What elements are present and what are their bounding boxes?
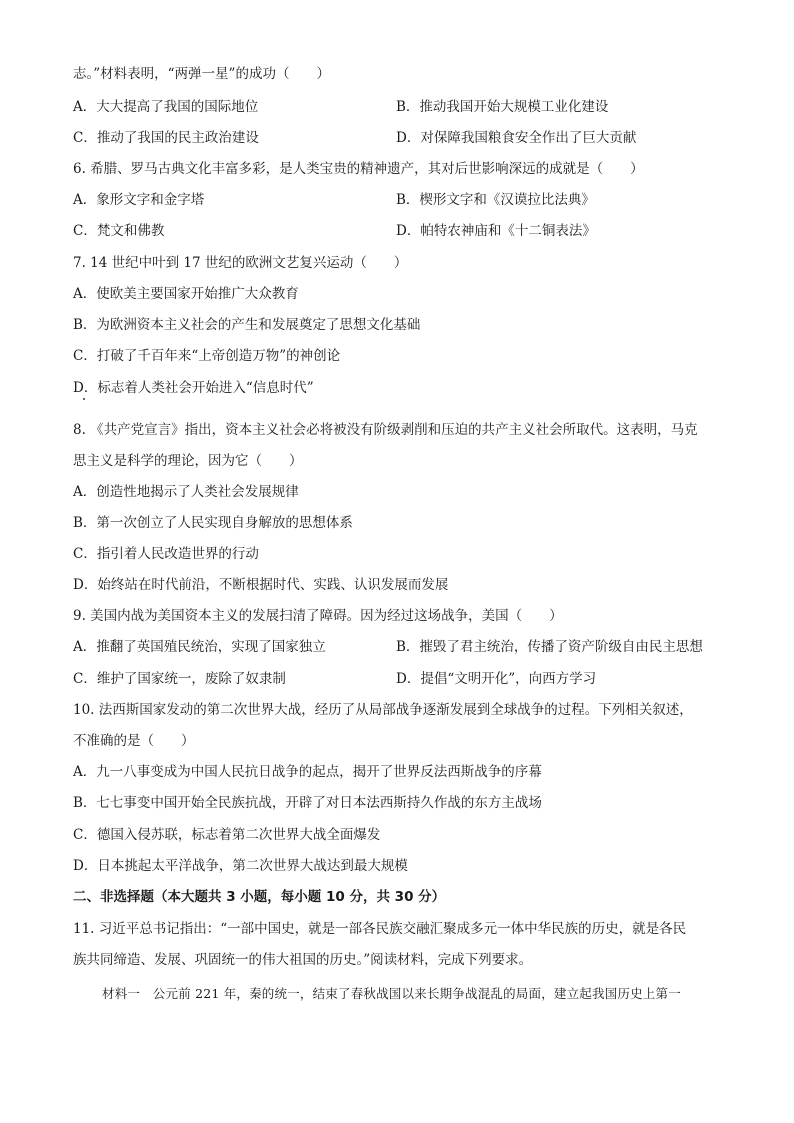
q6-option-d: D．帕特农神庙和《十二铜表法》 xyxy=(396,223,596,239)
q5-option-d: D．对保障我国粮食安全作出了巨大贡献 xyxy=(396,130,637,146)
q8-option-d: D．始终站在时代前沿，不断根据时代、实践、认识发展而发展 xyxy=(73,577,449,593)
q10-stem-line1: 10. 法西斯国家发动的第二次世界大战，经历了从局部战争逐渐发展到全球战争的过程。下列相关叙述， xyxy=(73,702,693,718)
q6-option-a: A．象形文字和金字塔 xyxy=(73,192,205,208)
q7-option-b: B．为欧洲资本主义社会的产生和发展奠定了思想文化基础 xyxy=(73,317,421,333)
q10-option-b: B．七七事变中国开始全民族抗战，开辟了对日本法西斯持久作战的东方主战场 xyxy=(73,795,542,811)
q8-option-c: C．指引着人民改造世界的行动 xyxy=(73,546,259,562)
q10-stem-line2: 不准确的是（ ） xyxy=(73,733,195,749)
q9-stem: 9. 美国内战为美国资本主义的发展扫清了障碍。因为经过这场战争，美国（ ） xyxy=(73,608,563,624)
q10-option-a: A．九一八事变成为中国人民抗日战争的起点，揭开了世界反法西斯战争的序幕 xyxy=(73,764,542,780)
q8-option-b: B．第一次创立了人民实现自身解放的思想体系 xyxy=(73,515,353,531)
q9-option-b: B．摧毁了君主统治，传播了资产阶级自由民主思想 xyxy=(396,639,703,655)
q10-option-c: C．德国入侵苏联，标志着第二次世界大战全面爆发 xyxy=(73,827,381,843)
q6-option-c: C．梵文和佛教 xyxy=(73,223,165,239)
q6-option-b: B．楔形文字和《汉谟拉比法典》 xyxy=(396,192,595,208)
q9-option-d: D．提倡“文明开化”，向西方学习 xyxy=(396,671,597,687)
q8-stem-line2: 思主义是科学的理论，因为它（ ） xyxy=(73,453,303,469)
q5-stem-tail: 志。”材料表明，“两弹一星”的成功（ ） xyxy=(73,66,330,82)
q5-option-b: B．推动我国开始大规模工业化建设 xyxy=(396,99,609,115)
section-heading: 二、非选择题（本大题共 3 小题，每小题 10 分，共 30 分） xyxy=(73,889,446,905)
q7-option-c: C．打破了千百年来“上帝创造万物”的神创论 xyxy=(73,348,341,364)
q9-option-a: A．推翻了英国殖民统治，实现了国家独立 xyxy=(73,639,326,655)
q7-option-d: D．标志着人类社会开始进入“信息时代” xyxy=(73,380,314,396)
q7-option-a: A．使欧美主要国家开始推广大众教育 xyxy=(73,286,299,302)
q7-stem: 7. 14 世纪中叶到 17 世纪的欧洲文艺复兴运动（ ） xyxy=(73,255,408,271)
q11-stem-line1: 11. 习近平总书记指出：“一部中国史，就是一部各民族交融汇聚成多元一体中华民族的历史，就是各民 xyxy=(73,921,687,937)
q5-option-c: C．推动了我国的民主政治建设 xyxy=(73,130,259,146)
q6-stem: 6. 希腊、罗马古典文化丰富多彩，是人类宝贵的精神遗产，其对后世影响深远的成就是（ ） xyxy=(73,161,644,177)
stray-dot xyxy=(83,398,85,400)
q8-stem-line1: 8. 《共产党宣言》指出，资本主义社会必将被没有阶级剥削和压迫的共产主义社会所取代。这表明，马克 xyxy=(73,422,698,438)
q5-option-a: A．大大提高了我国的国际地位 xyxy=(73,99,259,115)
q11-stem-line2: 族共同缔造、发展、巩固统一的伟大祖国的历史。”阅读材料，完成下列要求。 xyxy=(73,952,533,968)
q10-option-d: D．日本挑起太平洋战争，第二次世界大战达到最大规模 xyxy=(73,858,408,874)
q9-option-c: C．维护了国家统一，废除了奴隶制 xyxy=(73,671,286,687)
q8-option-a: A．创造性地揭示了人类社会发展规律 xyxy=(73,484,299,500)
q11-material-1: 材料一 公元前 221 年，秦的统一，结束了春秋战国以来长期争战混乱的局面，建立起我国历史上第一 xyxy=(102,986,681,1001)
